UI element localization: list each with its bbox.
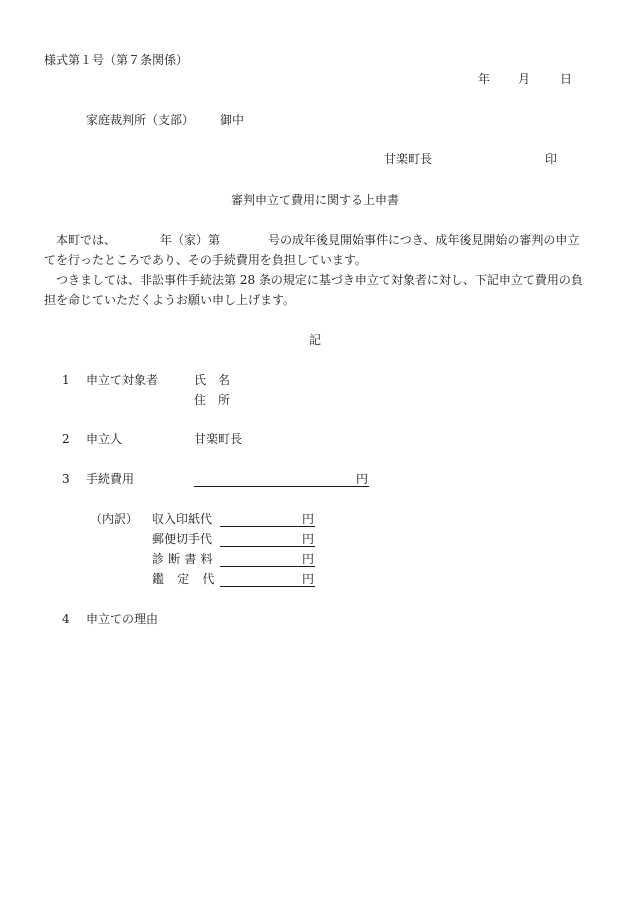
item-3-number: 3 xyxy=(62,472,70,486)
cost-total-underline xyxy=(194,486,369,487)
body-paragraph-2: つきましては、非訟事件手続法第 28 条の規定に基づき申立て対象者に対し、下記申立て費用の負担を命じていただくようお願い申し上げます。 xyxy=(44,273,583,307)
form-number: 様式第１号（第７条関係） xyxy=(44,53,189,67)
cost-total-unit: 円 xyxy=(356,472,369,486)
breakdown-row-diagnosis-label: 診断書料 xyxy=(152,552,217,566)
item-1-field-name: 氏 名 xyxy=(194,373,231,387)
breakdown-row-postage-underline xyxy=(220,546,315,547)
breakdown-row-stamp-underline xyxy=(220,526,315,527)
seal-mark: 印 xyxy=(545,152,558,166)
body-paragraph-1 xyxy=(44,230,588,270)
breakdown-row-diagnosis-underline xyxy=(220,566,315,567)
breakdown-row-diagnosis-unit: 円 xyxy=(302,552,315,566)
item-2-number: 2 xyxy=(62,432,70,446)
item-2-value: 甘楽町長 xyxy=(194,432,243,446)
breakdown-row-stamp-label: 収入印紙代 xyxy=(152,512,213,526)
addressee-honorific: 御中 xyxy=(220,113,245,127)
item-4-number: 4 xyxy=(62,612,70,626)
note-heading: 記 xyxy=(308,333,321,347)
breakdown-row-appraisal-unit: 円 xyxy=(302,572,315,586)
breakdown-row-postage-unit: 円 xyxy=(302,532,315,546)
item-2-label: 申立人 xyxy=(86,432,123,446)
sender-name: 甘楽町長 xyxy=(384,152,433,166)
item-3-label: 手続費用 xyxy=(86,472,135,486)
date-year-label: 年 xyxy=(478,72,491,86)
item-1-number: 1 xyxy=(62,373,70,387)
breakdown-row-stamp-unit: 円 xyxy=(302,512,315,526)
addressee-court: 家庭裁判所（支部） xyxy=(86,113,195,127)
breakdown-row-postage-label: 郵便切手代 xyxy=(152,532,213,546)
document-title: 審判申立て費用に関する上申書 xyxy=(230,193,399,207)
date-day-label: 日 xyxy=(560,72,573,86)
item-4-label: 申立ての理由 xyxy=(86,612,159,626)
date-month-label: 月 xyxy=(518,72,531,86)
p1-year-case: 年（家）第 xyxy=(160,233,221,247)
breakdown-row-appraisal-underline xyxy=(220,586,315,587)
p1-lead: 本町では、 xyxy=(56,233,117,247)
item-1-label: 申立て対象者 xyxy=(86,373,159,387)
item-1-field-address: 住 所 xyxy=(194,393,231,407)
p1-rest: 号の成年後見開始事件につき、成年後見開始の審判の申立てを行ったところであり、その手続費用を負担しています。 xyxy=(44,233,580,267)
breakdown-label: （内訳） xyxy=(90,512,139,526)
breakdown-row-appraisal-label: 鑑定代 xyxy=(152,572,228,586)
